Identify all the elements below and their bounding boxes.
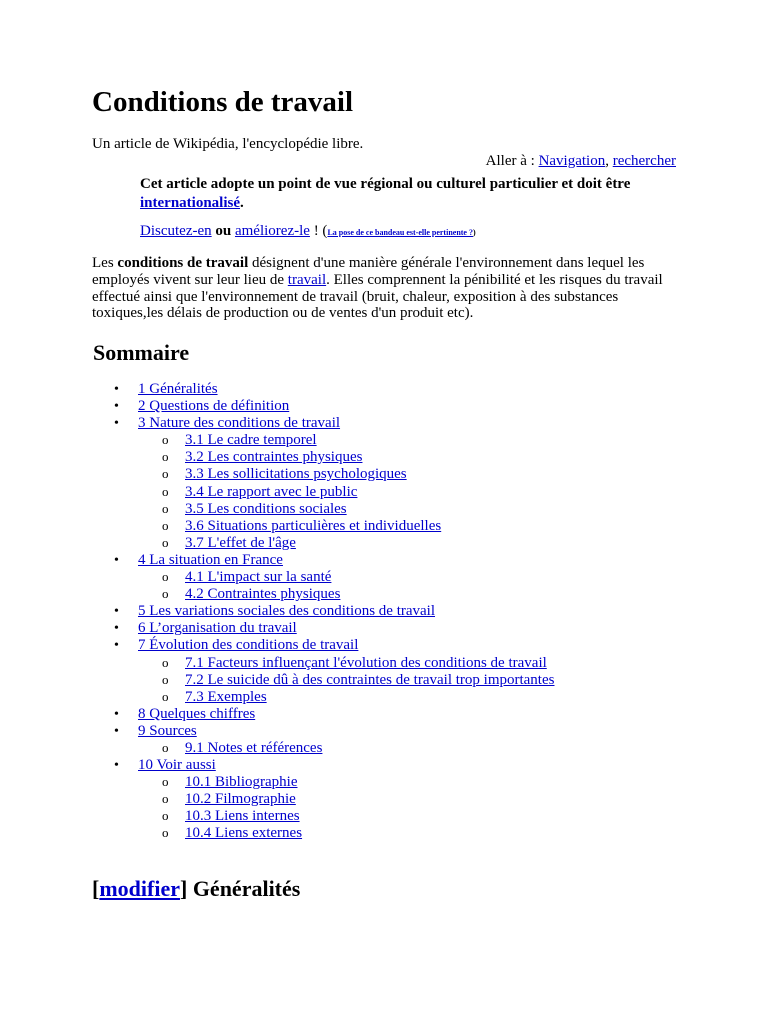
toc-item	[92, 706, 554, 723]
jump-links	[486, 153, 676, 170]
toc-link[interactable]: 10.2 Filmographie	[185, 791, 296, 808]
toc-item	[92, 774, 554, 791]
toc-item	[92, 825, 554, 842]
table-of-contents	[92, 381, 554, 843]
banner-relevance-link[interactable]: La pose de ce bandeau est-elle pertinente ?	[327, 228, 473, 237]
intro-part2: . Elles comprennent la pénibilité et les risques du travail effectué ainsi que l'environnement de travail (bruit, chaleur, exposition à des substances toxiques,les délais de production ou de ventes d'un produit etc).	[92, 271, 663, 322]
toc-link[interactable]: 7.1 Facteurs influençant l'évolution des conditions de travail	[185, 654, 547, 671]
toc-item	[92, 723, 554, 740]
toc-link[interactable]: 3.6 Situations particulières et individuelles	[185, 517, 442, 534]
toc-link[interactable]: 3 Nature des conditions de travail	[138, 415, 341, 432]
discuss-link[interactable]: Discutez-en	[140, 223, 212, 239]
toc-title: Sommaire	[93, 340, 190, 365]
edit-bracket-close: ]	[179, 876, 193, 901]
toc-link[interactable]: 9.1 Notes et références	[185, 739, 323, 756]
toc-item	[92, 655, 554, 672]
toc-link[interactable]: 7.3 Exemples	[185, 688, 267, 705]
toc-item	[92, 808, 554, 825]
jump-prefix: Aller à :	[485, 153, 539, 169]
toc-item	[92, 449, 554, 466]
intro-paragraph	[92, 255, 682, 322]
toc-link[interactable]: 10.1 Bibliographie	[185, 774, 298, 791]
article-subtitle: Un article de Wikipédia, l'encyclopédie libre.	[92, 136, 364, 152]
internationalize-banner	[140, 175, 680, 242]
toc-item	[92, 415, 554, 432]
toc-item	[92, 603, 554, 620]
banner-message	[140, 175, 680, 213]
jump-separator: ,	[605, 153, 613, 169]
banner-or: ou	[211, 223, 235, 239]
intro-les: Les	[92, 255, 118, 271]
toc-link[interactable]: 9 Sources	[138, 722, 197, 739]
banner-text: Cet article adopte un point de vue régional ou culturel particulier et doit être	[140, 176, 631, 192]
toc-item	[92, 620, 554, 637]
section-title: Généralités	[192, 876, 301, 901]
toc-item	[92, 757, 554, 774]
toc-item	[92, 740, 554, 757]
toc-item	[92, 381, 554, 398]
travail-link[interactable]: travail	[287, 271, 327, 288]
intro-part1: désignent d'une manière générale l'environnement dans lequel les employés vivent sur leur lieu de	[92, 255, 645, 288]
toc-link[interactable]: 7.2 Le suicide dû à des contraintes de travail trop importantes	[185, 671, 555, 688]
toc-item	[92, 484, 554, 501]
toc-item	[92, 432, 554, 449]
intro-term: conditions de travail	[117, 255, 249, 271]
toc-item	[92, 535, 554, 552]
toc-link[interactable]: 1 Généralités	[138, 381, 218, 397]
edit-bracket-open: [	[92, 876, 100, 901]
toc-item	[92, 466, 554, 483]
toc-link[interactable]: 5 Les variations sociales des conditions de travail	[138, 603, 436, 620]
toc-link[interactable]: 3.1 Le cadre temporel	[185, 432, 317, 449]
toc-link[interactable]: 3.3 Les sollicitations psychologiques	[185, 466, 407, 483]
toc-item	[92, 791, 554, 808]
toc-link[interactable]: 7 Évolution des conditions de travail	[138, 637, 359, 654]
toc-link[interactable]: 3.4 Le rapport avec le public	[185, 483, 358, 500]
toc-link[interactable]: 3.5 Les conditions sociales	[185, 500, 347, 517]
toc-item	[92, 501, 554, 518]
toc-item	[92, 552, 554, 569]
banner-actions	[140, 222, 680, 242]
section-heading	[92, 876, 300, 902]
toc-link[interactable]: 6 L’organisation du travail	[138, 620, 297, 637]
toc-item	[92, 569, 554, 586]
toc-link[interactable]: 10 Voir aussi	[138, 757, 216, 774]
toc-item	[92, 518, 554, 535]
toc-item	[92, 637, 554, 654]
edit-section-link[interactable]: modifier	[99, 876, 180, 901]
toc-link[interactable]: 4.2 Contraintes physiques	[185, 586, 341, 603]
toc-link[interactable]: 3.7 L'effet de l'âge	[185, 534, 296, 551]
toc-link[interactable]: 8 Quelques chiffres	[138, 705, 256, 722]
page-title: Conditions de travail	[92, 86, 354, 118]
banner-exclaim: ! (	[309, 223, 328, 239]
navigation-link[interactable]: Navigation	[538, 153, 606, 169]
toc-link[interactable]: 2 Questions de définition	[138, 398, 290, 415]
banner-period: .	[240, 195, 244, 211]
toc-link[interactable]: 4 La situation en France	[138, 551, 283, 568]
toc-link[interactable]: 10.3 Liens internes	[185, 808, 300, 825]
improve-link[interactable]: améliorez-le	[234, 223, 310, 239]
search-link[interactable]: rechercher	[612, 153, 676, 169]
toc-item	[92, 689, 554, 706]
internationalise-link[interactable]: internationalisé	[140, 195, 240, 211]
toc-item	[92, 586, 554, 603]
toc-link[interactable]: 4.1 L'impact sur la santé	[185, 569, 332, 586]
toc-link[interactable]: 10.4 Liens externes	[185, 825, 303, 842]
toc-link[interactable]: 3.2 Les contraintes physiques	[185, 449, 363, 466]
toc-item	[92, 672, 554, 689]
banner-close: )	[472, 228, 476, 237]
toc-item	[92, 398, 554, 415]
